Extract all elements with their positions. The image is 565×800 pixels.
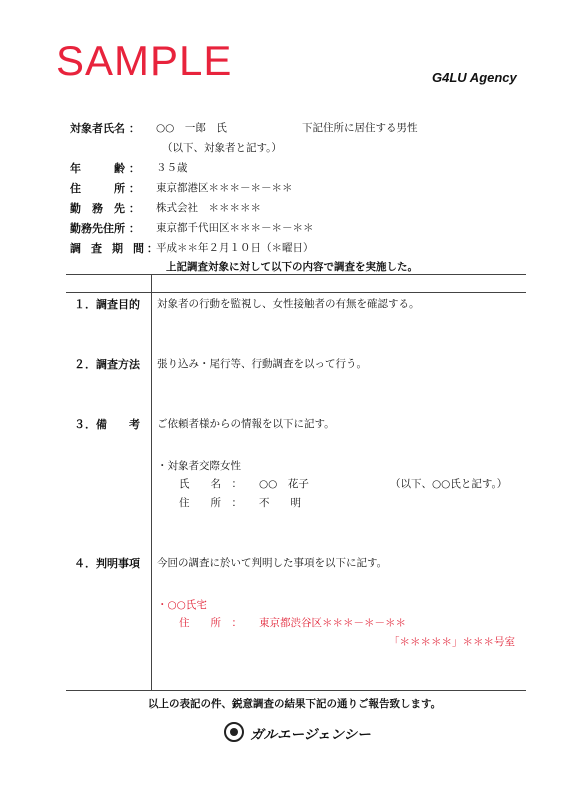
method-text: 張り込み・尾行等、行動調査を以って行う。 — [157, 358, 367, 370]
address-label: 住 所 ： — [70, 182, 140, 195]
table-bottom-border — [66, 690, 526, 691]
purpose-text: 対象者の行動を監視し、女性接触者の有無を確認する。 — [157, 298, 420, 310]
brand-logo: G4LU Agency — [432, 70, 517, 85]
findings-label: ４．判明事項 — [74, 557, 140, 570]
table-header-border — [66, 292, 526, 293]
work-label: 勤 務 先 ： — [70, 202, 140, 215]
intro-text: 上記調査対象に対して以下の内容で調査を実施した。 — [166, 261, 418, 273]
findings-room: 「＊＊＊＊＊」＊＊＊号室 — [389, 636, 515, 648]
period-value: 平成＊＊年２月１０日（＊曜日） — [156, 242, 314, 254]
subject-name-note2: （以下、対象者と記す。） — [162, 142, 282, 154]
method-label: ２．調査方法 — [74, 358, 140, 371]
remarks-address-value: 不 明 — [259, 497, 301, 509]
work-address-label: 勤務先住所 ： — [70, 222, 140, 235]
subject-name-note: 下記住所に居住する男性 — [302, 122, 418, 134]
age-label: 年 齢 ： — [70, 162, 140, 175]
remarks-text: ご依頼者様からの情報を以下に記す。 — [157, 418, 335, 430]
purpose-label: １．調査目的 — [74, 298, 140, 311]
remarks-item: ・対象者交際女性 — [157, 460, 241, 472]
work-address-value: 東京都千代田区＊＊＊－＊－＊＊ — [156, 222, 314, 234]
findings-address-value: 東京都渋谷区＊＊＊－＊－＊＊ — [259, 617, 406, 629]
table-column-divider — [151, 274, 152, 690]
subject-name-value: ○○ 一郎 氏 — [156, 122, 227, 134]
agency-logo-text: ガルエージェンシー — [250, 727, 371, 743]
age-value: ３５歳 — [156, 162, 188, 174]
remarks-label: ３．備 考 — [74, 418, 140, 431]
address-value: 東京都港区＊＊＊－＊－＊＊ — [156, 182, 293, 194]
remarks-name-note: （以下、○○氏と記す。） — [390, 478, 508, 490]
findings-address-label: 住 所 ： — [179, 617, 242, 629]
remarks-name-value: ○○ 花子 — [259, 478, 309, 490]
table-top-border — [66, 274, 526, 275]
subject-name-label: 対象者氏名 ： — [70, 122, 140, 135]
findings-item: ・○○氏宅 — [157, 599, 207, 611]
findings-text: 今回の調査に於いて判明した事項を以下に記す。 — [157, 557, 388, 569]
sample-watermark: SAMPLE — [56, 37, 233, 84]
agency-logo-icon — [224, 722, 244, 742]
remarks-name-label: 氏 名 ： — [179, 478, 242, 490]
period-label: 調 査 期 間 ： — [70, 242, 158, 255]
remarks-address-label: 住 所 ： — [179, 497, 242, 509]
work-value: 株式会社 ＊＊＊＊＊ — [156, 202, 261, 214]
closing-text: 以上の表記の件、鋭意調査の結果下記の通りご報告致します。 — [148, 698, 442, 710]
